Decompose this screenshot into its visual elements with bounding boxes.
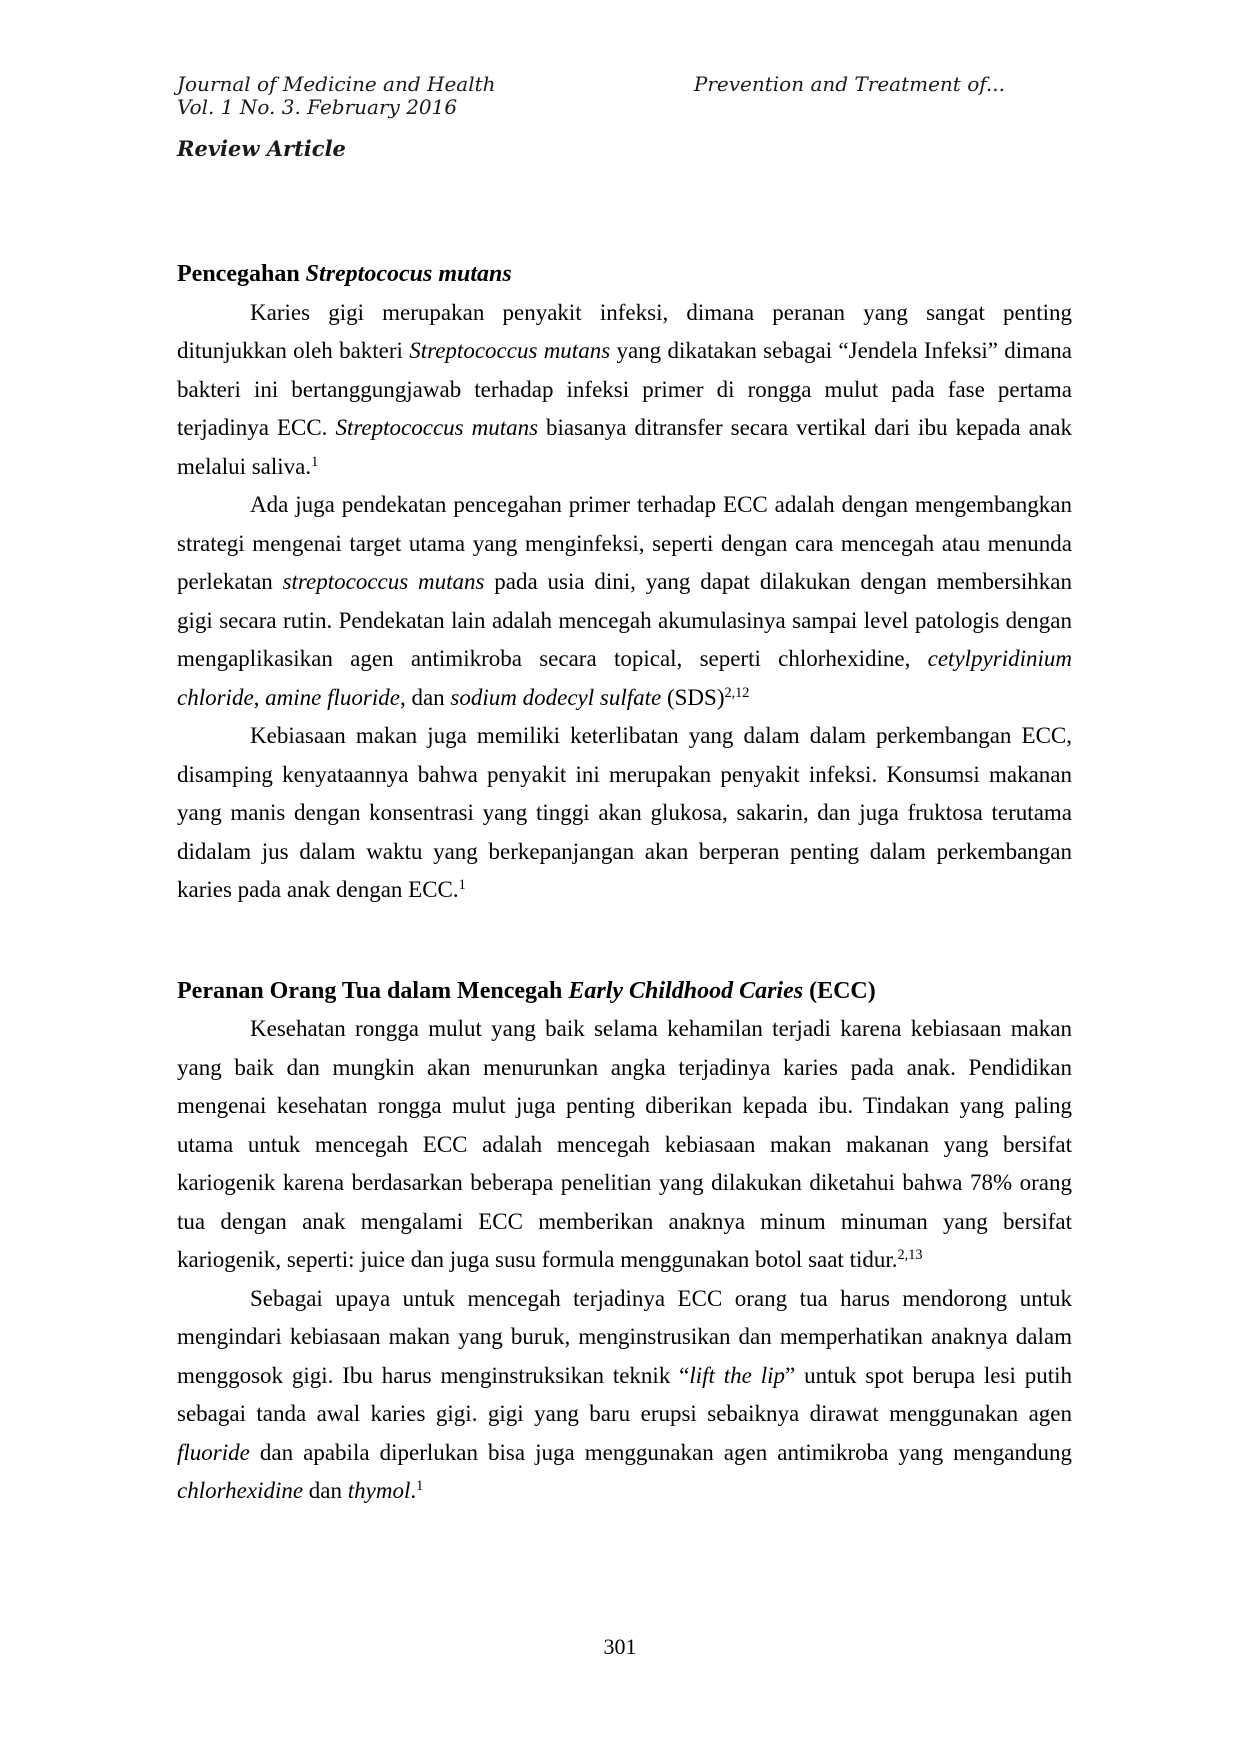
- section-heading: Pencegahan Streptococus mutans: [177, 261, 512, 287]
- running-title: Prevention and Treatment of...: [693, 72, 1005, 96]
- page-number: 301: [603, 1634, 637, 1659]
- paragraph: Ada juga pendekatan pencegahan primer terhadap ECC adalah dengan mengembangkan strategi mengenai target utama yang menginfeksi, seperti dengan cara mencegah atau menunda perlekatan streptococcus mutans pada usia dini, yang dapat dilakukan dengan membersihkan gigi secara rutin. Pendekatan lain adalah mencegah akumulasinya sampai level patologis dengan mengaplikasikan agen antimikroba secara topical, seperti chlorhexidine, cetylpyridinium chloride, amine fluoride, dan sodium dodecyl sulfate (SDS)$^{2,12}$: [177, 492, 1072, 710]
- page-header: [177, 73, 1072, 119]
- article-body: [177, 255, 1072, 1511]
- article-type-label: Review Article: [177, 136, 346, 161]
- journal-issue: Vol. 1 No. 3. February 2016: [177, 95, 458, 119]
- paragraph: Kebiasaan makan juga memiliki keterlibatan yang dalam dalam perkembangan ECC, disamping kenyataannya bahwa penyakit ini merupakan penyakit infeksi. Konsumsi makanan yang manis dengan konsentrasi yang tinggi akan glukosa, sakarin, dan juga fruktosa terutama didalam jus dalam waktu yang berkepanjangan akan berperan penting dalam perkembangan karies pada anak dengan ECC.$^1$: [177, 723, 1072, 902]
- paragraph: Sebagai upaya untuk mencegah terjadinya ECC orang tua harus mendorong untuk mengindari kebiasaan makan yang buruk, menginstrusikan dan memperhatikan anaknya dalam menggosok gigi. Ibu harus menginstruksikan teknik “lift the lip” untuk spot berupa lesi putih sebagai tanda awal karies gigi. gigi yang baru erupsi sebaiknya dirawat menggunakan agen fluoride dan apabila diperlukan bisa juga menggunakan agen antimikroba yang mengandung chlorhexidine dan thymol.$^1$: [177, 1285, 1072, 1503]
- section-heading: Peranan Orang Tua dalam Mencegah Early Childhood Caries (ECC): [177, 977, 876, 1004]
- paragraph: Karies gigi merupakan penyakit infeksi, dimana peranan yang sangat penting ditunjukkan oleh bakteri Streptococcus mutans yang dikatakan sebagai “Jendela Infeksi” dimana bakteri ini bertanggungjawab terhadap infeksi primer di rongga mulut pada fase pertama terjadinya ECC. Streptococcus mutans biasanya ditransfer secara vertikal dari ibu kepada anak melalui saliva.$^1$: [177, 299, 1072, 479]
- journal-name: Journal of Medicine and Health: [177, 72, 496, 96]
- paragraph: Kesehatan rongga mulut yang baik selama kehamilan terjadi karena kebiasaan makan yang baik dan mungkin akan menurunkan angka terjadinya karies pada anak. Pendidikan mengenai kesehatan rongga mulut juga penting diberikan kepada ibu. Tindakan yang paling utama untuk mencegah ECC adalah mencegah kebiasaan makan makanan yang bersifat kariogenik karena berdasarkan beberapa penelitian yang dilakukan diketahui bahwa 78% orang tua dengan anak mengalami ECC memberikan anaknya minum minuman yang bersifat kariogenik, seperti: juice dan juga susu formula menggunakan botol saat tidur.$^{2,13}$: [177, 1016, 1072, 1272]
- section-peranan-orang-tua: [177, 972, 1072, 1511]
- section-pencegahan: [177, 255, 1072, 910]
- page-footer: [0, 1634, 1240, 1660]
